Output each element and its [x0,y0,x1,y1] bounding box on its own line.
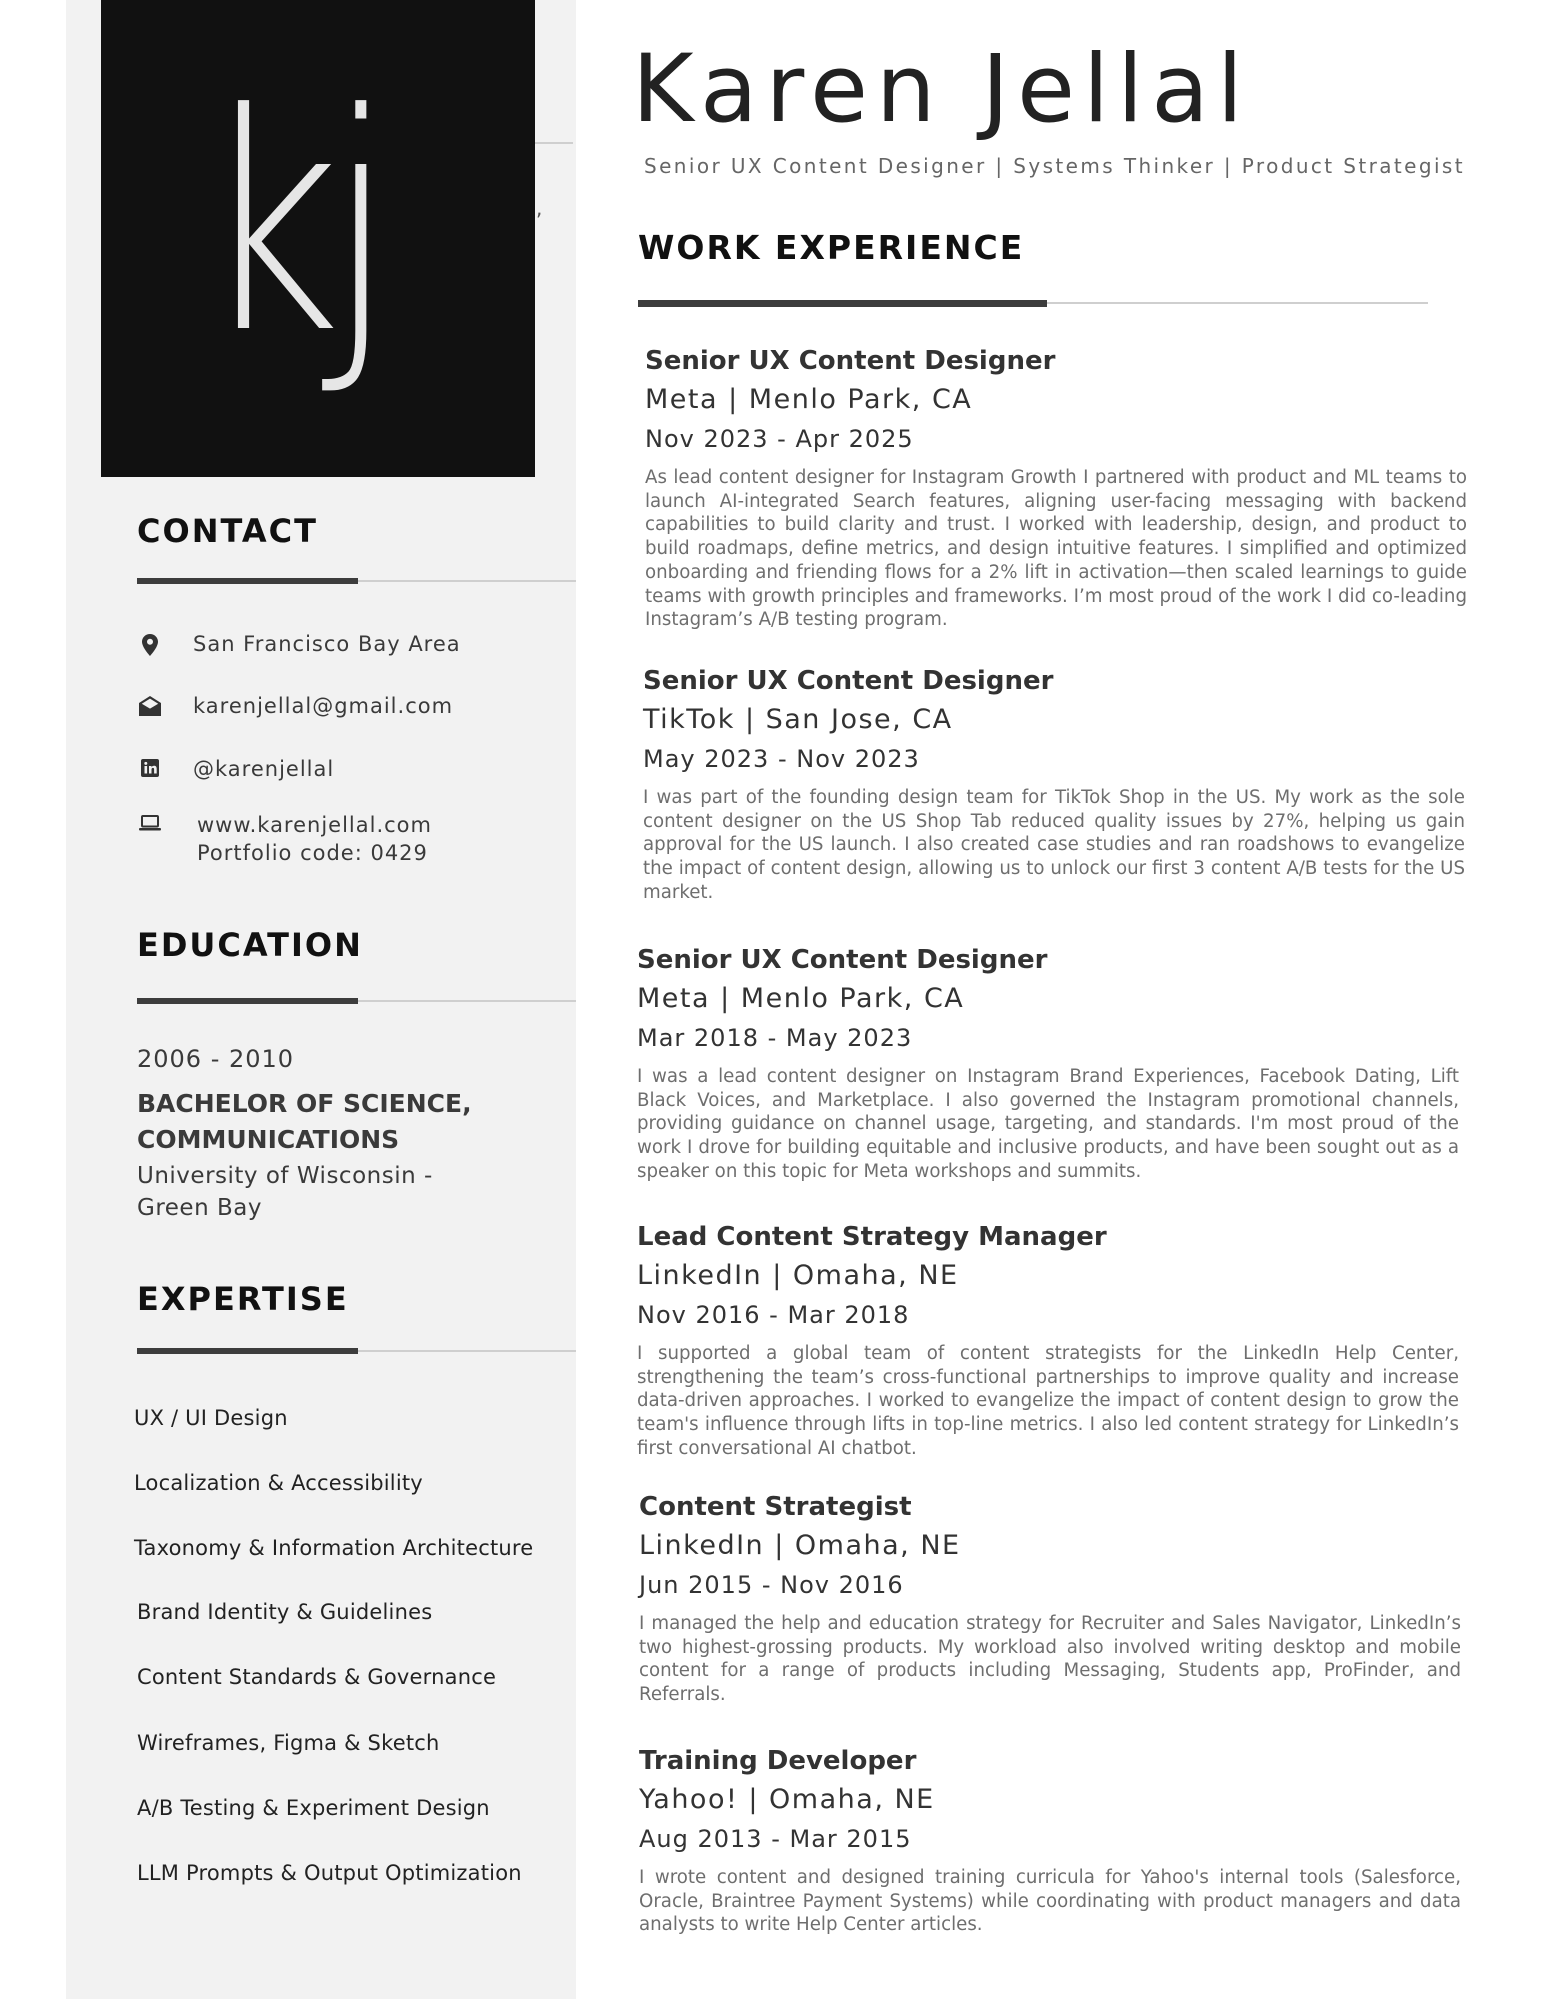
job-company: TikTok | San Jose, CA [643,704,953,735]
contact-rule [137,578,576,584]
laptop-icon [137,815,163,841]
contact-website[interactable] [137,811,432,867]
expertise-heading: EXPERTISE [137,1280,349,1318]
work-experience-rule [638,300,1428,307]
education-school: University of Wisconsin - Green Bay [137,1163,433,1221]
email-link[interactable]: karenjellal@gmail.com [193,694,454,718]
job-entry [637,943,1459,1184]
job-title: Training Developer [639,1746,917,1776]
education-heading: EDUCATION [137,926,363,964]
monogram-logo [101,0,535,477]
job-dates: Nov 2023 - Apr 2025 [645,425,914,453]
job-dates: Nov 2016 - Mar 2018 [637,1301,910,1329]
job-entry [643,664,1465,905]
job-description: I wrote content and designed training curricula for Yahoo's internal tools (Salesforce, Oracle, Braintree Payment Systems) while coordinating with product managers and data analysts to write Help Center articles. [639,1867,1461,1936]
expertise-item: Wireframes, Figma & Sketch [137,1731,440,1755]
job-description: I was part of the founding design team for TikTok Shop in the US. My work as the sole content designer on the US Shop Tab reduced quality issues by 27%, helping us gain approval for the US launch. I also created case studies and ran roadshows to evangelize the impact of content design, allowing us to unlock our first 3 content A/B tests for the US market. [643,787,1465,903]
contact-email[interactable] [137,692,453,722]
job-company: LinkedIn | Omaha, NE [637,1260,959,1291]
map-pin-icon [137,634,163,660]
expertise-item: Taxonomy & Information Architecture [134,1536,534,1560]
expertise-item: UX / UI Design [134,1406,288,1430]
job-title: Senior UX Content Designer [637,945,1048,975]
linkedin-icon [137,759,163,785]
stray-text: , [536,196,543,220]
job-description: As lead content designer for Instagram Growth I partnered with product and ML teams to launch AI-integrated Search features, aligning user-facing messaging with backend capabilities to build clarity and trust. I worked with leadership, design, and product to build roadmaps, define metrics, and design intuitive features. I simplified and optimized onboarding and friending flows for a 2% lift in activation—then scaled learnings to guide teams with growth principles and frameworks. I’m most proud of the work I did co-leading Instagram’s A/B testing program. [645,467,1467,631]
expertise-item: A/B Testing & Experiment Design [137,1796,490,1820]
expertise-item: Localization & Accessibility [134,1471,423,1495]
job-title: Lead Content Strategy Manager [637,1222,1107,1252]
expertise-item: Brand Identity & Guidelines [137,1600,433,1624]
expertise-item: LLM Prompts & Output Optimization [137,1861,522,1885]
education-years: 2006 - 2010 [137,1045,295,1073]
website-block [197,811,432,867]
job-entry [637,1220,1459,1461]
education-rule [137,998,576,1004]
expertise-rule [137,1348,576,1354]
job-company: Yahoo! | Omaha, NE [639,1784,935,1815]
location-text: San Francisco Bay Area [193,632,461,656]
job-dates: Aug 2013 - Mar 2015 [639,1825,912,1853]
tagline: Senior UX Content Designer | Systems Thinker | Product Strategist [644,154,1465,178]
job-title: Senior UX Content Designer [643,666,1054,696]
job-company: Meta | Menlo Park, CA [645,384,973,415]
job-company: LinkedIn | Omaha, NE [639,1530,961,1561]
education-degree: BACHELOR OF SCIENCE, COMMUNICATIONS [137,1089,472,1154]
job-entry [645,344,1467,632]
monogram-text: kj [199,49,381,399]
job-description: I was a lead content designer on Instagram Brand Experiences, Facebook Dating, Lift Black Voices, and Marketplace. I also governed the Instagram promotional channels, providing guidance on channel usage, targeting, and standards. I'm most proud of the work I drove for building equitable and inclusive products, and have been sought out as a speaker on this topic for Meta workshops and summits. [637,1066,1459,1182]
portfolio-code: Portfolio code: 0429 [197,841,428,865]
job-title: Senior UX Content Designer [645,346,1056,376]
job-entry [639,1490,1461,1707]
contact-location [137,630,461,660]
job-description: I supported a global team of content strategists for the LinkedIn Help Center, strengthening the team’s cross-functional partnerships to improve quality and increase data-driven approaches. I worked to evangelize the impact of content design to grow the team's influence through lifts in top-line metrics. I also led content strategy for LinkedIn’s first conversational AI chatbot. [637,1343,1459,1459]
contact-linkedin[interactable] [137,755,334,785]
work-experience-heading: WORK EXPERIENCE [638,228,1025,267]
job-entry [639,1744,1461,1937]
job-dates: Mar 2018 - May 2023 [637,1024,913,1052]
job-description: I managed the help and education strategy for Recruiter and Sales Navigator, LinkedIn’s two highest-grossing products. My workload also involved writing desktop and mobile content for a range of products including Messaging, Students app, ProFinder, and Referrals. [639,1613,1461,1706]
job-dates: Jun 2015 - Nov 2016 [639,1571,904,1599]
name-heading: Karen Jellal [632,35,1251,144]
job-dates: May 2023 - Nov 2023 [643,745,920,773]
envelope-icon [137,696,163,722]
website-link[interactable]: www.karenjellal.com [197,813,432,837]
divider [535,142,573,144]
expertise-item: Content Standards & Governance [137,1665,497,1689]
job-title: Content Strategist [639,1492,912,1522]
job-company: Meta | Menlo Park, CA [637,983,965,1014]
contact-heading: CONTACT [137,512,318,550]
linkedin-handle[interactable]: @karenjellal [193,757,335,781]
